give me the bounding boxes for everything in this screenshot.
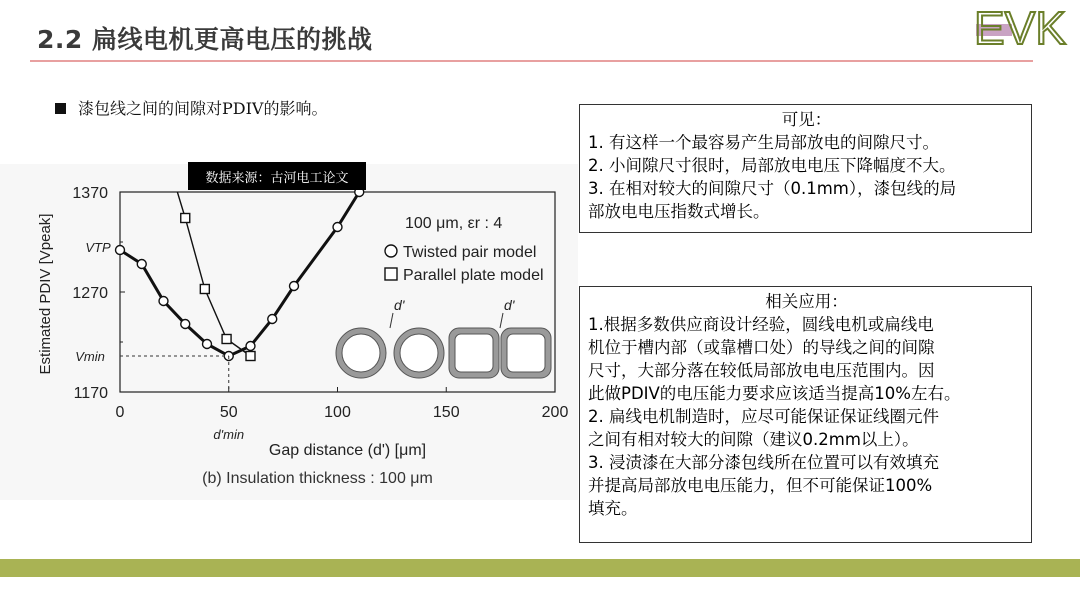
chart-decor xyxy=(75,215,551,442)
title-divider xyxy=(30,60,1033,62)
observation-line: 1. 有这样一个最容易产生局部放电的间隙尺寸。 xyxy=(588,133,939,152)
observation-line: 部放电电压指数式增长。 xyxy=(588,202,770,221)
gap-label: d' xyxy=(394,297,405,313)
data-point xyxy=(290,282,299,291)
flat-wire-core xyxy=(507,334,545,372)
gap-label: d' xyxy=(504,297,515,313)
footer-bar xyxy=(0,559,1080,577)
y-tick-label: 1370 xyxy=(72,185,108,202)
data-source-note: 数据来源：古河电工论文 xyxy=(188,162,366,190)
application-line: 2. 扁线电机制造时，应尽可能保证保证线圈元件 xyxy=(588,407,939,426)
flat-wire-core xyxy=(455,334,493,372)
bullet-square-icon xyxy=(55,103,66,114)
dmin-label: d'min xyxy=(213,427,245,442)
gap-pointer-line xyxy=(390,313,393,328)
application-line: 尺寸，大部分落在较低局部放电电压范围内。因 xyxy=(588,361,935,380)
data-point xyxy=(333,223,342,232)
chart-annotation: 100 μm, εr : 4 xyxy=(405,215,503,232)
data-point xyxy=(137,260,146,269)
x-axis-label: Gap distance (d') [μm] xyxy=(268,442,427,459)
round-wire-core xyxy=(342,334,380,372)
application-lines xyxy=(588,313,1025,520)
legend-square-marker xyxy=(385,268,397,280)
gap-pointer-line xyxy=(500,313,503,328)
application-box xyxy=(579,286,1032,543)
y-tick-label: 1170 xyxy=(73,385,108,402)
y-tick-label: 1270 xyxy=(72,285,108,302)
data-point xyxy=(246,352,255,361)
observation-box xyxy=(579,104,1032,233)
application-line: 1.根据多数供应商设计经验，圆线电机或扁线电 xyxy=(588,315,934,334)
observation-heading: 可见： xyxy=(781,110,832,129)
application-line: 3. 浸渍漆在大部分漆包线所在位置可以有效填充 xyxy=(588,453,939,472)
application-line: 机位于槽内部（或靠槽口处）的导线之间的间隙 xyxy=(588,338,935,357)
round-wire-core xyxy=(400,334,438,372)
pdiv-chart xyxy=(0,160,578,505)
application-line: 此做PDIV的电压能力要求应该适当提高10%左右。 xyxy=(588,384,961,403)
legend-entry: Parallel plate model xyxy=(403,267,544,284)
bullet-item xyxy=(55,96,327,119)
x-tick-label: 0 xyxy=(115,404,125,421)
data-point xyxy=(268,315,277,324)
evk-logo xyxy=(974,4,1080,48)
data-point xyxy=(246,342,255,351)
vtp-label: VTP xyxy=(85,240,111,255)
page-title: 2.2 扁线电机更高电压的挑战 xyxy=(37,25,373,54)
data-point xyxy=(159,297,168,306)
x-tick-label: 200 xyxy=(541,404,569,421)
data-point xyxy=(116,246,125,255)
legend-entry: Twisted pair model xyxy=(403,244,537,261)
application-heading: 相关应用： xyxy=(765,292,848,311)
data-point xyxy=(222,335,231,344)
bullet-text: 漆包线之间的间隙对PDIV的影响。 xyxy=(78,99,328,118)
observation-line: 2. 小间隙尺寸很时，局部放电电压下降幅度不大。 xyxy=(588,156,956,175)
application-line: 之间有相对较大的间隙（建议0.2mm以上）。 xyxy=(588,430,919,449)
x-tick-label: 50 xyxy=(219,404,238,421)
application-line: 填充。 xyxy=(588,499,638,518)
application-line: 并提高局部放电电压能力，但不可能保证100% xyxy=(588,476,933,495)
x-tick-label: 150 xyxy=(432,404,460,421)
data-point xyxy=(181,214,190,223)
vmin-label: Vmin xyxy=(75,349,105,364)
legend-circle-marker xyxy=(385,245,397,257)
chart-series xyxy=(116,175,364,361)
observation-lines xyxy=(588,131,1025,223)
x-tick-label: 100 xyxy=(324,404,351,421)
data-point xyxy=(200,285,209,294)
logo-text: EVK xyxy=(974,4,1067,48)
chart-caption: (b) Insulation thickness : 100 μm xyxy=(202,470,433,487)
series-line xyxy=(120,192,359,356)
wire-illustration xyxy=(336,297,551,378)
y-axis-label: Estimated PDIV [Vpeak] xyxy=(37,213,54,375)
data-point xyxy=(203,340,212,349)
data-point xyxy=(181,320,190,329)
observation-line: 3. 在相对较大的间隙尺寸（0.1mm），漆包线的局 xyxy=(588,179,957,198)
